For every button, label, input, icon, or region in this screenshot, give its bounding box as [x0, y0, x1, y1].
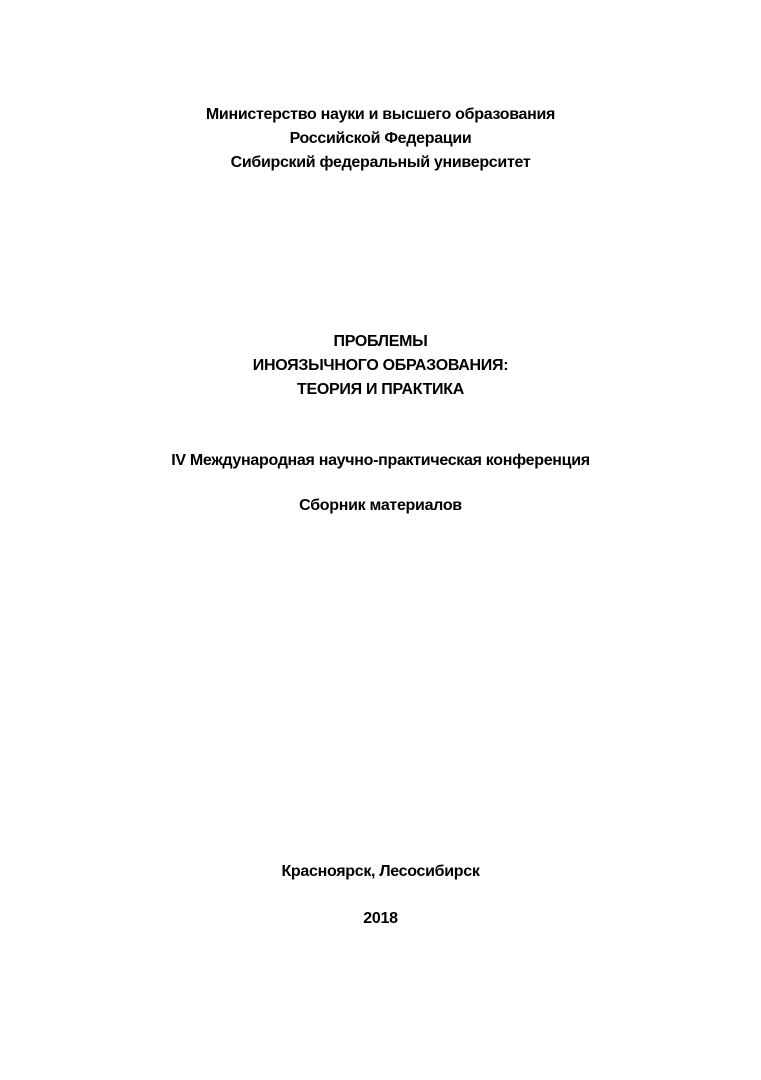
conference-line: IV Международная научно-практическая конференция [171, 452, 590, 469]
conference-name [0, 449, 761, 473]
city-line: Красноярск, Лесосибирск [281, 863, 480, 880]
title-line-3: ТЕОРИЯ И ПРАКТИКА [297, 381, 464, 398]
title-line-2: ИНОЯЗЫЧНОГО ОБРАЗОВАНИЯ: [252, 357, 509, 374]
university-line: Сибирский федеральный университет [230, 154, 531, 171]
collection-label [0, 494, 761, 518]
document-title [0, 330, 761, 402]
title-line-1: ПРОБЛЕМЫ [333, 333, 428, 350]
publisher-header [0, 103, 761, 175]
year-line: 2018 [363, 910, 398, 927]
collection-line: Сборник материалов [299, 497, 462, 514]
country-line: Российской Федерации [289, 130, 472, 147]
publication-year [0, 907, 761, 931]
ministry-line: Министерство науки и высшего образования [205, 106, 556, 123]
publication-place [0, 860, 761, 884]
